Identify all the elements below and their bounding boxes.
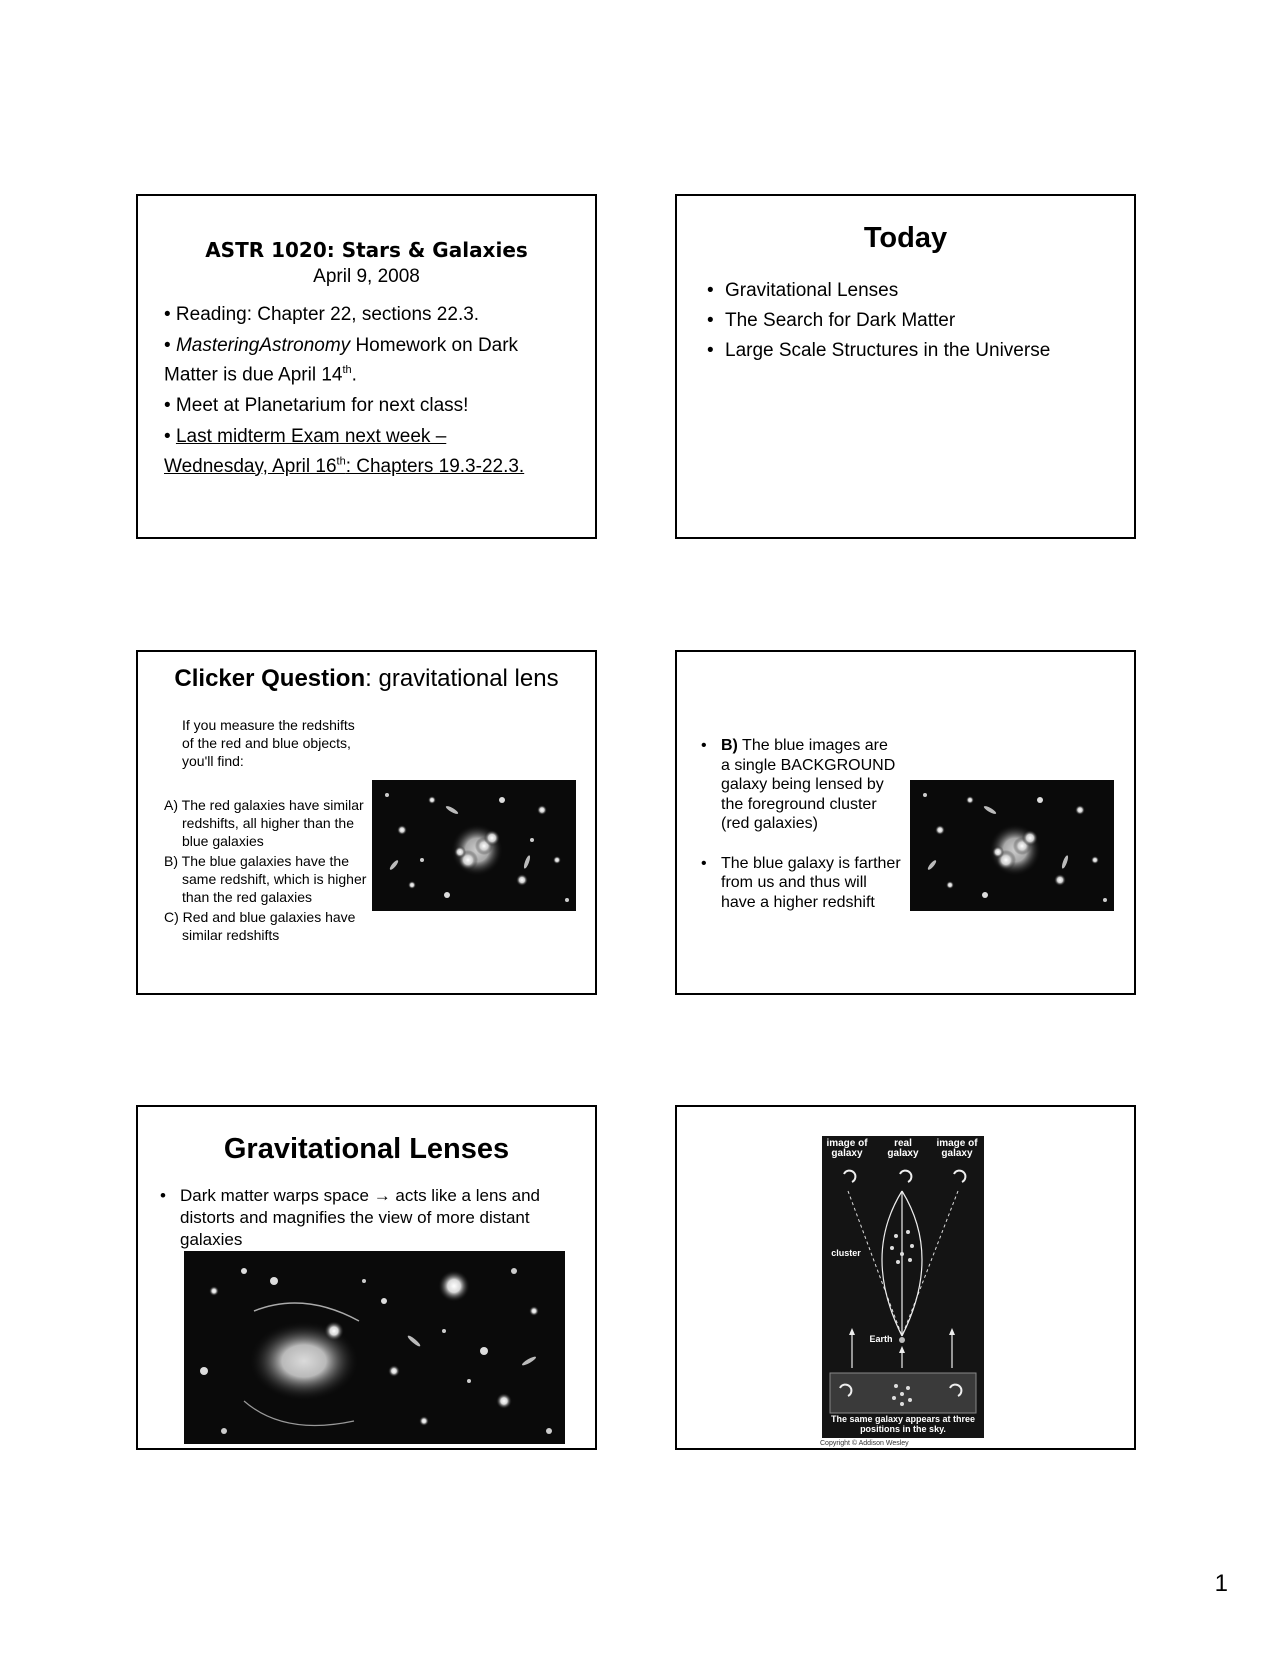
list-item: • Gravitational Lenses	[707, 280, 899, 301]
copyright-notice: Copyright © Addison Wesley	[820, 1440, 909, 1447]
option-c: C) Red and blue galaxies have similar redshifts	[164, 909, 356, 943]
slide-title: Today	[863, 222, 948, 254]
lecture-date: April 9, 2008	[313, 266, 420, 287]
arrow-right-icon: →	[373, 1186, 391, 1205]
reading-item: • Reading: Chapter 22, sections 22.3.	[164, 304, 480, 325]
galaxy-cluster-image	[372, 780, 576, 911]
slide-title: Clicker Question: gravitational lens	[174, 665, 559, 692]
agenda-list	[707, 280, 1127, 370]
homework-item: • MasteringAstronomy Homework on Dark Matter is due April 14th.	[164, 335, 519, 386]
label-earth: Earth	[869, 1334, 893, 1344]
question-text: If you measure the redshifts of the red and blue objects, you'll find:	[182, 717, 355, 769]
list-item: • B) The blue images are a single BACKGROUND galaxy being lensed by the foreground cluster (red galaxies)	[701, 737, 896, 832]
list-item: • The blue galaxy is farther from us and thus will have a higher redshift	[701, 854, 901, 911]
answer-options	[164, 796, 384, 946]
bullet-list	[160, 1185, 540, 1251]
page-number: 1	[1214, 1570, 1228, 1597]
list-item: • The Search for Dark Matter	[707, 310, 956, 331]
planetarium-item: • Meet at Planetarium for next class!	[164, 395, 469, 417]
diagram-caption: The same galaxy appears at three positions in the sky.	[830, 1414, 976, 1434]
slide-gravitational-lenses	[136, 1105, 597, 1450]
announcements-list	[164, 302, 574, 485]
galaxy-cluster-image	[910, 780, 1114, 911]
slide-course-intro	[136, 194, 597, 539]
label-image-left: image of galaxy	[826, 1138, 868, 1159]
answer-list	[701, 736, 901, 932]
lensing-diagram	[822, 1136, 984, 1438]
label-real-galaxy: real galaxy	[887, 1138, 919, 1159]
slide-clicker-question	[136, 650, 597, 995]
course-title: ASTR 1020: Stars & Galaxies	[205, 238, 528, 262]
slide-today	[675, 194, 1136, 539]
list-item: • Large Scale Structures in the Universe	[707, 340, 1051, 361]
slide-lensing-diagram	[675, 1105, 1136, 1450]
option-b: B) The blue galaxies have the same redshift, which is higher than the red galaxies	[164, 853, 367, 905]
label-image-right: image of galaxy	[936, 1138, 978, 1159]
option-a: A) The red galaxies have similar redshifts, all higher than the blue galaxies	[164, 797, 364, 849]
label-cluster: cluster	[831, 1248, 861, 1258]
slide-clicker-answer	[675, 650, 1136, 995]
slide-title: Gravitational Lenses	[223, 1133, 510, 1165]
lensed-cluster-image	[184, 1251, 565, 1444]
list-item: • Dark matter warps space → acts like a lens and distorts and magnifies the view of more distant galaxies	[160, 1186, 540, 1249]
exam-item: • Last midterm Exam next week – Wednesday, April 16th: Chapters 19.3-22.3.	[164, 426, 525, 477]
